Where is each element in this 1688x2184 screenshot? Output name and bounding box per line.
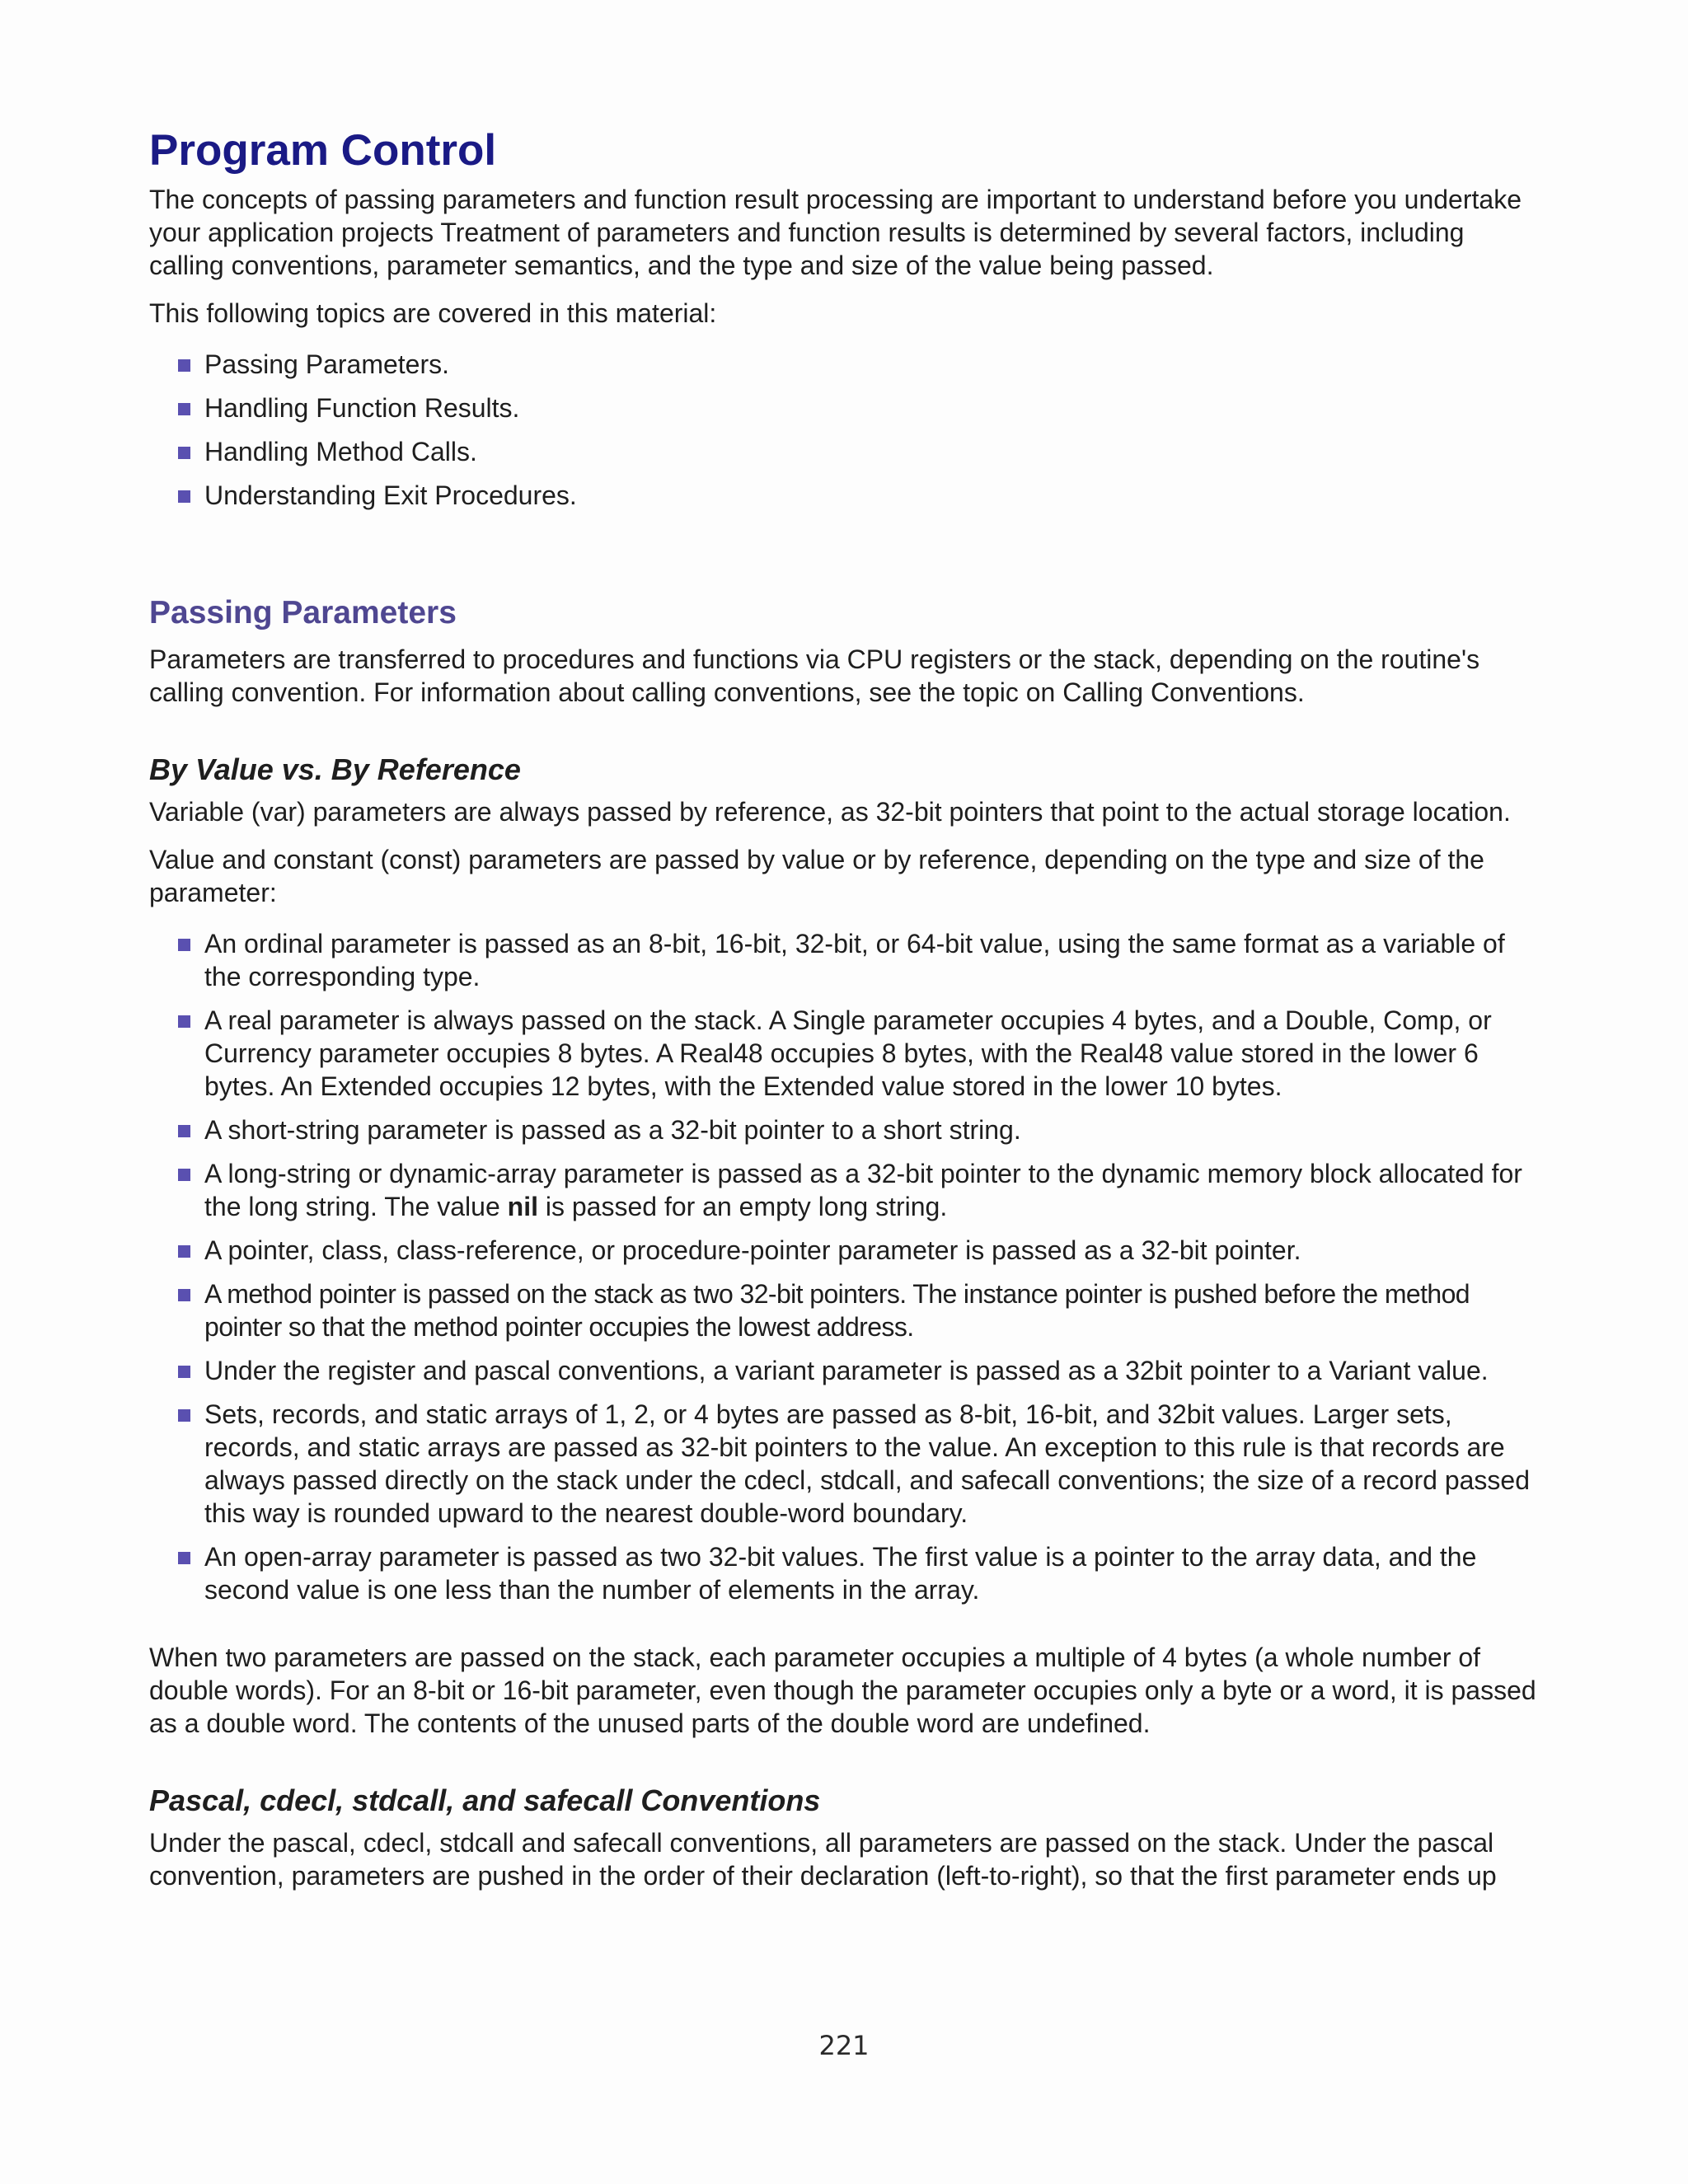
square-bullet-icon (178, 447, 190, 459)
list-item-text: Under the register and pascal conventions, a variant parameter is passed as a 32bit pointer to a Variant value. (204, 1356, 1489, 1386)
stack-parameters-paragraph: When two parameters are passed on the stack, each parameter occupies a multiple of 4 bytes (a whole number of double words). For an 8-bit or 16-bit parameter, even though the parameter occupies only a byte or a word, it is passed as a double word. The contents of the unused parts of the double word are undefined. (149, 1643, 1536, 1739)
list-item-text-after: is passed for an empty long string. (537, 1192, 948, 1222)
conventions-paragraph: Under the pascal, cdecl, stdcall and safecall conventions, all parameters are passed on the stack. Under the pascal convention, parameters are pushed in the order of their declaration (left-to-right), so that the first parameter ends up (149, 1828, 1497, 1891)
list-item (149, 1113, 1546, 1146)
square-bullet-icon (178, 490, 190, 503)
list-item-text: A real parameter is always passed on the stack. A Single parameter occupies 4 bytes, and a Double, Comp, or Currency parameter occupies 8 bytes. A Real48 occupies 8 bytes, with the Real48 value stored in the lower 6 bytes. An Extended occupies 12 bytes, with the Extended value stored in the lower 10 bytes. (204, 1005, 1492, 1102)
square-bullet-icon (178, 359, 190, 372)
nil-keyword: nil (507, 1192, 538, 1222)
parameter-rules-list (149, 927, 1546, 1606)
list-item-text: Understanding Exit Procedures. (204, 480, 577, 511)
square-bullet-icon (178, 1366, 190, 1378)
list-item-text: Handling Function Results. (204, 393, 520, 424)
square-bullet-icon (178, 1169, 190, 1181)
topics-intro: This following topics are covered in this material: (149, 298, 717, 329)
square-bullet-icon (178, 939, 190, 951)
list-item-text: An ordinal parameter is passed as an 8-bit, 16-bit, 32-bit, or 64-bit value, using the same format as a variable of the corresponding type. (204, 929, 1505, 992)
square-bullet-icon (178, 1015, 190, 1028)
list-item-text: A short-string parameter is passed as a 32-bit pointer to a short string. (204, 1115, 1021, 1146)
list-item-text: Handling Method Calls. (204, 437, 477, 467)
list-item-text-before: A long-string or dynamic-array parameter is passed as a 32-bit pointer to the dynamic memory block allocated for the long string. The value (204, 1159, 1522, 1222)
list-item (149, 1157, 1546, 1223)
list-item-text: An open-array parameter is passed as two 32-bit values. The first value is a pointer to the array data, and the second value is one less than the number of elements in the array. (204, 1542, 1477, 1605)
section-heading-passing-parameters: Passing Parameters (149, 595, 457, 631)
list-item-text: A method pointer is passed on the stack as two 32-bit pointers. The instance pointer is pushed before the method pointer so that the method pointer occupies the lowest address. (204, 1279, 1470, 1343)
page-title: Program Control (149, 126, 497, 175)
square-bullet-icon (178, 1289, 190, 1301)
list-item (149, 1004, 1546, 1103)
page-number: 221 (818, 2030, 870, 2061)
square-bullet-icon (178, 1552, 190, 1564)
list-item (149, 479, 1546, 512)
list-item (149, 435, 1546, 468)
list-item-text: Passing Parameters. (204, 349, 450, 380)
square-bullet-icon (178, 1125, 190, 1137)
list-item (149, 348, 1546, 381)
intro-paragraph: The concepts of passing parameters and function result processing are important to understand before you undertake your application projects Treatment of parameters and function results is determined by several factors, including calling conventions, parameter semantics, and the type and size of the value being passed. (149, 185, 1522, 281)
by-value-paragraph-2: Value and constant (const) parameters are passed by value or by reference, depending on the type and size of the parameter: (149, 845, 1484, 908)
topics-list (149, 348, 1546, 512)
square-bullet-icon (178, 1409, 190, 1422)
subsection-heading-by-value: By Value vs. By Reference (149, 752, 521, 787)
list-item (149, 1234, 1546, 1267)
subsection-heading-conventions: Pascal, cdecl, stdcall, and safecall Conventions (149, 1783, 821, 1818)
list-item (149, 1398, 1546, 1530)
list-item-text: Sets, records, and static arrays of 1, 2, or 4 bytes are passed as 8-bit, 16-bit, and 32bit values. Larger sets, records, and static arrays are passed as 32-bit pointers to the value. An exception to this rule is that records are always passed directly on the stack under the cdecl, stdcall, and safecall conventions; the size of a record passed this way is rounded upward to the nearest double-word boundary. (204, 1399, 1530, 1529)
list-item-text: A pointer, class, class-reference, or procedure-pointer parameter is passed as a 32-bit pointer. (204, 1235, 1301, 1266)
square-bullet-icon (178, 403, 190, 415)
list-item (149, 1277, 1546, 1343)
list-item (149, 1354, 1546, 1387)
list-item (149, 391, 1546, 424)
list-item (149, 927, 1546, 993)
by-value-paragraph-1: Variable (var) parameters are always passed by reference, as 32-bit pointers that point to the actual storage location. (149, 797, 1511, 827)
square-bullet-icon (178, 1245, 190, 1258)
passing-parameters-paragraph: Parameters are transferred to procedures and functions via CPU registers or the stack, depending on the routine's calling convention. For information about calling conventions, see the topic on Calling Conventions. (149, 644, 1480, 708)
list-item (149, 1540, 1546, 1606)
page-content (149, 124, 1546, 1892)
